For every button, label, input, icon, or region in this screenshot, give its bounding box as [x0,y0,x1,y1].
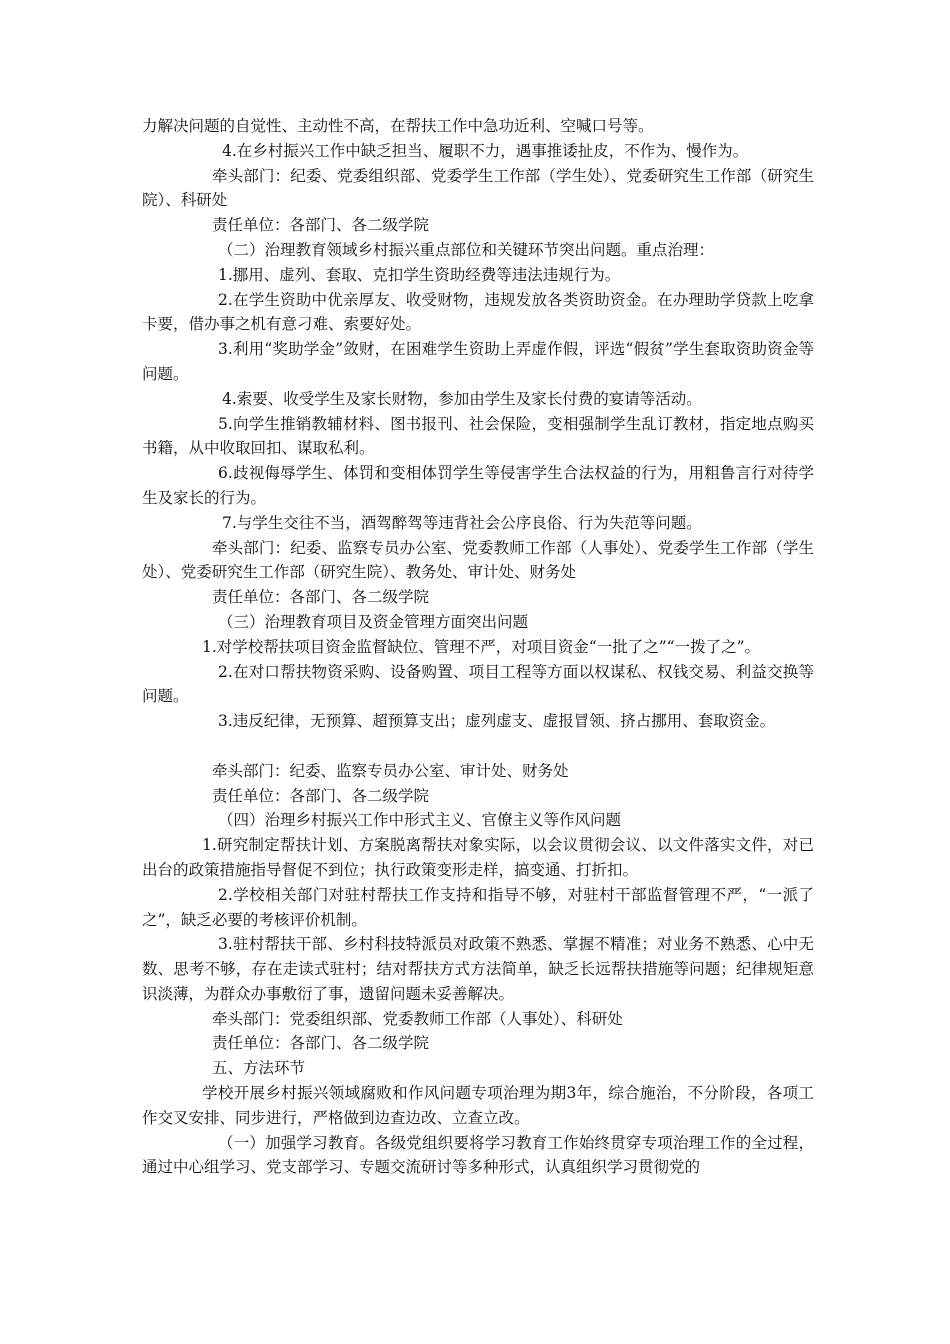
paragraph-26: 牵头部门：党委组织部、党委教师工作部（人事处）、科研处 [212,1009,623,1028]
paragraph-4: 责任单位：各部门、各二级学院 [212,216,430,235]
blank-line [142,734,814,759]
paragraph-30: （一）加强学习教育。各级党组织要将学习教育工作始终贯穿专项治理工作的全过程，通过中心组学习、党支部学习、专题交流研讨等多种形式，认真组织学习贯彻党的 [142,1133,814,1177]
paragraph-17: 2.在对口帮扶物资采购、设备购置、项目工程等方面以权谋私、权钱交易、利益交换等问题。 [142,662,814,706]
paragraph-7: 2.在学生资助中优亲厚友、收受财物，违规发放各类资助资金。在办理助学贷款上吃拿卡要，借办事之机有意刁难、索要好处。 [142,290,814,334]
paragraph-12: 7.与学生交往不当，酒驾醉驾等违背社会公序良俗、行为失范等问题。 [222,513,702,532]
paragraph-3: 牵头部门：纪委、党委组织部、党委学生工作部（学生处）、党委研究生工作部（研究生院）、科研处 [142,166,814,210]
paragraph-22: （四）治理乡村振兴工作中形式主义、官僚主义等作风问题 [218,811,622,830]
paragraph-15: （三）治理教育项目及资金管理方面突出问题 [218,612,529,631]
paragraph-10: 5.向学生推销教辅材料、图书报刊、社会保险，变相强制学生乱订教材，指定地点购买书籍，从中收取回扣、谋取私利。 [142,414,814,458]
paragraph-25: 3.驻村帮扶干部、乡村科技特派员对政策不熟悉、掌握不精准；对业务不熟悉、心中无数、思考不够，存在走读式驻村；结对帮扶方式方法简单，缺乏长远帮扶措施等问题；纪律规矩意识淡薄，为群众办事敷衍了事，遗留问题未妥善解决。 [142,935,814,1003]
paragraph-20: 牵头部门：纪委、监察专员办公室、审计处、财务处 [212,761,569,780]
paragraph-1: 力解决问题的自觉性、主动性不高，在帮扶工作中急功近利、空喊口号等。 [142,117,654,135]
paragraph-2: 4.在乡村振兴工作中缺乏担当、履职不力，遇事推诿扯皮，不作为、慢作为。 [222,141,749,160]
paragraph-18: 3.违反纪律，无预算、超预算支出；虚列虚支、虚报冒领、挤占挪用、套取资金。 [218,712,776,731]
paragraph-9: 4.索要、收受学生及家长财物，参加由学生及家长付费的宴请等活动。 [222,389,702,408]
paragraph-13: 牵头部门：纪委、监察专员办公室、党委教师工作部（人事处）、党委学生工作部（学生处）、党委研究生工作部（研究生院）、教务处、审计处、财务处 [142,538,814,582]
paragraph-24: 2.学校相关部门对驻村帮扶工作支持和指导不够，对驻村干部监督管理不严，“一派了之”，缺乏必要的考核评价机制。 [142,885,814,929]
paragraph-14: 责任单位：各部门、各二级学院 [212,588,430,607]
paragraph-21: 责任单位：各部门、各二级学院 [212,786,430,805]
paragraph-16: 1.对学校帮扶项目资金监督缺位、管理不严，对项目资金“一批了之”“一拨了之”。 [202,637,760,656]
paragraph-28: 五、方法环节 [212,1059,306,1078]
paragraph-5: （二）治理教育领域乡村振兴重点部位和关键环节突出问题。重点治理： [218,240,715,259]
paragraph-29: 学校开展乡村振兴领域腐败和作风问题专项治理为期3年，综合施治，不分阶段，各项工作交叉安排、同步进行，严格做到边查边改、立查立改。 [142,1084,814,1127]
paragraph-23: 1.研究制定帮扶计划、方案脱离帮扶对象实际，以会议贯彻会议、以文件落实文件，对已出台的政策措施指导督促不到位；执行政策变形走样，搞变通、打折扣。 [142,836,814,879]
paragraph-8: 3.利用“奖助学金”敛财，在困难学生资助上弄虚作假，评选“假贫”学生套取资助资金等问题。 [142,340,814,383]
paragraph-27: 责任单位：各部门、各二级学院 [212,1034,430,1053]
paragraph-6: 1.挪用、虚列、套取、克扣学生资助经费等违法违规行为。 [218,265,621,284]
paragraph-11: 6.歧视侮辱学生、体罚和变相体罚学生等侵害学生合法权益的行为，用粗鲁言行对待学生及家长的行为。 [142,464,814,507]
document-page [142,114,814,1180]
